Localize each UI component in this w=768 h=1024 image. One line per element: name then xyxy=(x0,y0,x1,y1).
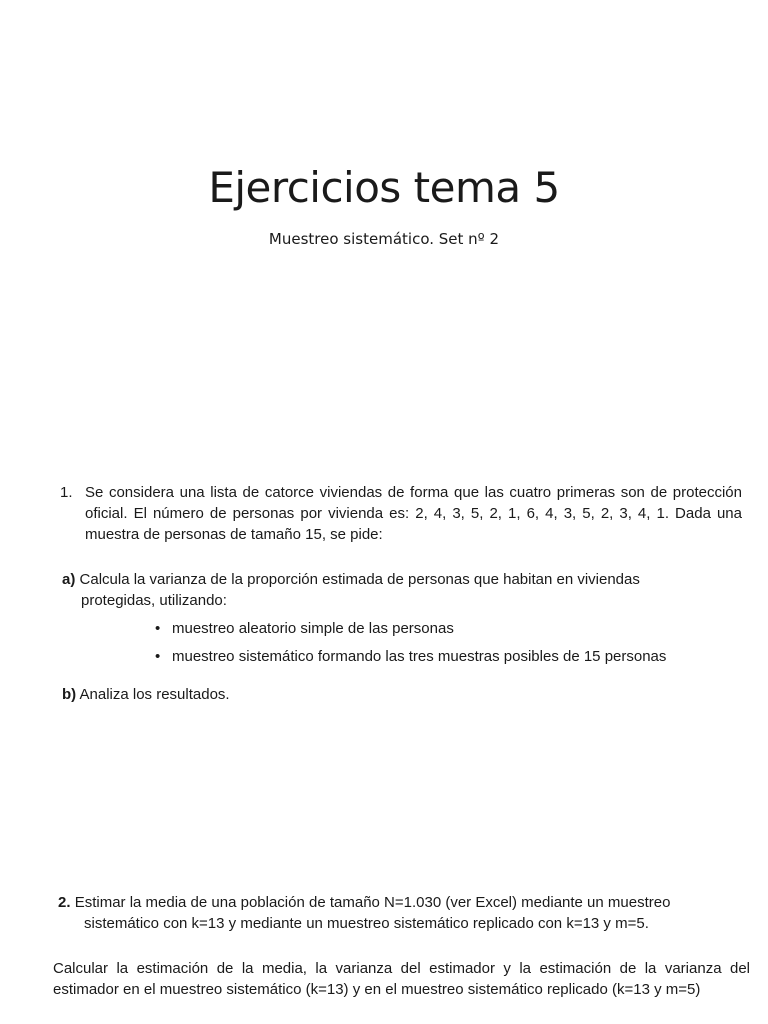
bullet-text: muestreo sistemático formando las tres muestras posibles de 15 personas xyxy=(172,648,667,665)
exercise-2-calc: Calcular la estimación de la media, la varianza del estimador y la estimación de la varianza del estimador en el muestreo sistemático (k=13) y en el muestreo sistemático replicado (k=13 y m=5) xyxy=(53,960,750,998)
exercise-2-number: 2. xyxy=(58,894,71,911)
bullet-item xyxy=(155,646,755,674)
page-subtitle: Muestreo sistemático. Set nº 2 xyxy=(268,230,500,248)
bullet-icon: • xyxy=(155,620,161,637)
part-a-line xyxy=(62,569,742,590)
part-a-label: a) xyxy=(62,571,76,588)
exercise-2-text: Estimar la media de una población de tamaño N=1.030 (ver Excel) mediante un muestreo xyxy=(74,894,671,911)
bullet-icon: • xyxy=(155,648,161,665)
bullet-text: muestreo aleatorio simple de las personas xyxy=(172,620,454,637)
page-title: Ejercicios tema 5 xyxy=(208,163,560,212)
exercise-2-text-cont: sistemático con k=13 y mediante un muestreo sistemático replicado con k=13 y m=5. xyxy=(84,915,649,932)
part-a-text: Calcula la varianza de la proporción estimada de personas que habitan en viviendas xyxy=(79,571,640,588)
part-b-label: b) xyxy=(62,686,77,703)
exercise-1-number: 1. xyxy=(60,484,73,501)
exercise-1-statement: Se considera una lista de catorce viviendas de forma que las cuatro primeras son de protección oficial. El número de personas por vivienda es: 2, 4, 3, 5, 2, 1, 6, 4, 3, 5, 2, 3, 4, 1. Dada una muestra de personas de tamaño 15, se pide: xyxy=(85,484,742,543)
exercise-2 xyxy=(58,892,750,934)
exercise-1-part-a xyxy=(62,569,742,611)
part-a-text-cont: protegidas, utilizando: xyxy=(81,592,227,609)
exercise-2-line xyxy=(58,892,750,913)
bullet-item xyxy=(155,618,755,646)
part-a-bullet-list xyxy=(155,618,755,674)
part-b-text: Analiza los resultados. xyxy=(79,686,230,703)
exercise-1 xyxy=(60,482,742,545)
exercise-1-part-b xyxy=(62,684,742,705)
